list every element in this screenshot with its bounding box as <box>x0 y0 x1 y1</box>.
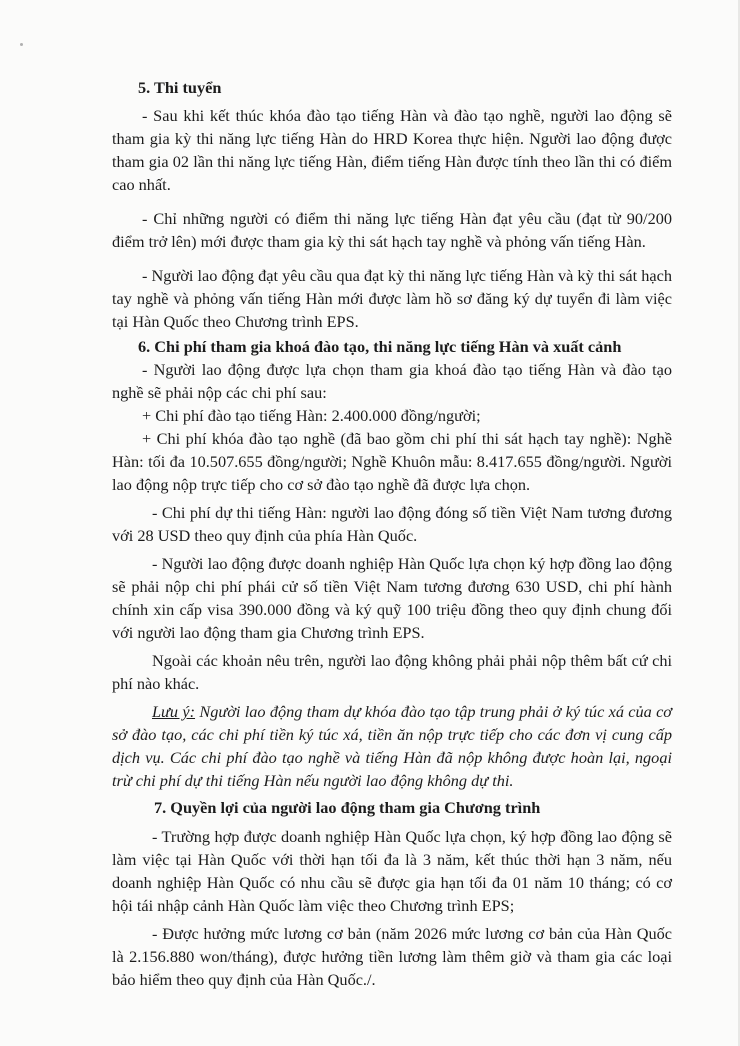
note-label: Lưu ý: <box>152 702 196 721</box>
document-body <box>112 76 672 991</box>
section-5-heading: 5. Thi tuyển <box>138 78 222 97</box>
section-7 <box>112 796 672 991</box>
section-6-paragraph-3: + Chi phí khóa đào tạo nghề (đã bao gồm chi phí thi sát hạch tay nghề): Nghề Hàn: tối đa 10.507.655 đồng/người; Nghề Khuôn mẫu: 8.417.655 đồng/người. Người lao động nộp trực tiếp cho cơ sở đào tạo nghề đã được lựa chọn. <box>112 429 672 494</box>
note-text: Người lao động tham dự khóa đào tạo tập trung phải ở ký túc xá của cơ sở đào tạo, các chi phí tiền ký túc xá, tiền ăn nộp trực tiếp cho các đơn vị cung cấp dịch vụ. Các chi phí đào tạo nghề và tiếng Hàn đã nộp không được hoàn lại, ngoại trừ chi phí dự thi tiếng Hàn nếu người lao động không dự thi. <box>112 702 672 790</box>
scan-speck <box>20 43 23 46</box>
section-6-paragraph-1: - Người lao động được lựa chọn tham gia khoá đào tạo tiếng Hàn và đào tạo nghề sẽ phải nộp các chi phí sau: <box>112 360 672 402</box>
section-6-heading: 6. Chi phí tham gia khoá đào tạo, thi năng lực tiếng Hàn và xuất cảnh <box>138 337 622 356</box>
section-5-paragraph-1: - Sau khi kết thúc khóa đào tạo tiếng Hàn và đào tạo nghề, người lao động sẽ tham gia kỳ thi năng lực tiếng Hàn do HRD Korea thực hiện. Người lao động được tham gia 02 lần thi năng lực tiếng Hàn, điểm tiếng Hàn được tính theo lần thi có điểm cao nhất. <box>112 106 672 194</box>
section-7-heading: 7. Quyền lợi của người lao động tham gia Chương trình <box>154 798 541 817</box>
section-7-paragraph-1: - Trường hợp được doanh nghiệp Hàn Quốc lựa chọn, ký hợp đồng lao động sẽ làm việc tại Hàn Quốc với thời hạn tối đa là 3 năm, kết thúc thời hạn 3 năm, nếu doanh nghiệp Hàn Quốc có nhu cầu sẽ được gia hạn tối đa 01 năm 10 tháng; có cơ hội tái nhập cảnh Hàn Quốc làm việc theo Chương trình EPS; <box>112 827 672 915</box>
section-6-paragraph-4: - Chi phí dự thi tiếng Hàn: người lao động đóng số tiền Việt Nam tương đương với 28 USD theo quy định của phía Hàn Quốc. <box>112 503 672 545</box>
section-5-paragraph-3: - Người lao động đạt yêu cầu qua đạt kỳ thi năng lực tiếng Hàn và kỳ thi sát hạch tay nghề và phỏng vấn tiếng Hàn mới được làm hồ sơ đăng ký dự tuyển đi làm việc tại Hàn Quốc theo Chương trình EPS. <box>112 266 672 331</box>
section-6-paragraph-6: Ngoài các khoản nêu trên, người lao động không phải phải nộp thêm bất cứ chi phí nào khác. <box>112 651 672 693</box>
section-7-paragraph-2: - Được hưởng mức lương cơ bản (năm 2026 mức lương cơ bản của Hàn Quốc là 2.156.880 won/tháng), được hưởng tiền lương làm thêm giờ và tham gia các loại bảo hiểm theo quy định của Hàn Quốc./. <box>112 924 672 989</box>
section-5 <box>112 76 672 333</box>
section-6-paragraph-5: - Người lao động được doanh nghiệp Hàn Quốc lựa chọn ký hợp đồng lao động sẽ phải nộp chi phí phái cử số tiền Việt Nam tương đương 630 USD, chi phí hành chính xin cấp visa 390.000 đồng và ký quỹ 100 triệu đồng theo quy định chung đối với người lao động tham gia Chương trình EPS. <box>112 554 672 642</box>
section-6-paragraph-2: + Chi phí đào tạo tiếng Hàn: 2.400.000 đồng/người; <box>142 406 481 425</box>
section-6-note <box>112 700 672 792</box>
section-6 <box>112 335 672 792</box>
section-5-paragraph-2: - Chỉ những người có điểm thi năng lực tiếng Hàn đạt yêu cầu (đạt từ 90/200 điểm trở lên) mới được tham gia kỳ thi sát hạch tay nghề và phỏng vấn tiếng Hàn. <box>112 209 672 251</box>
